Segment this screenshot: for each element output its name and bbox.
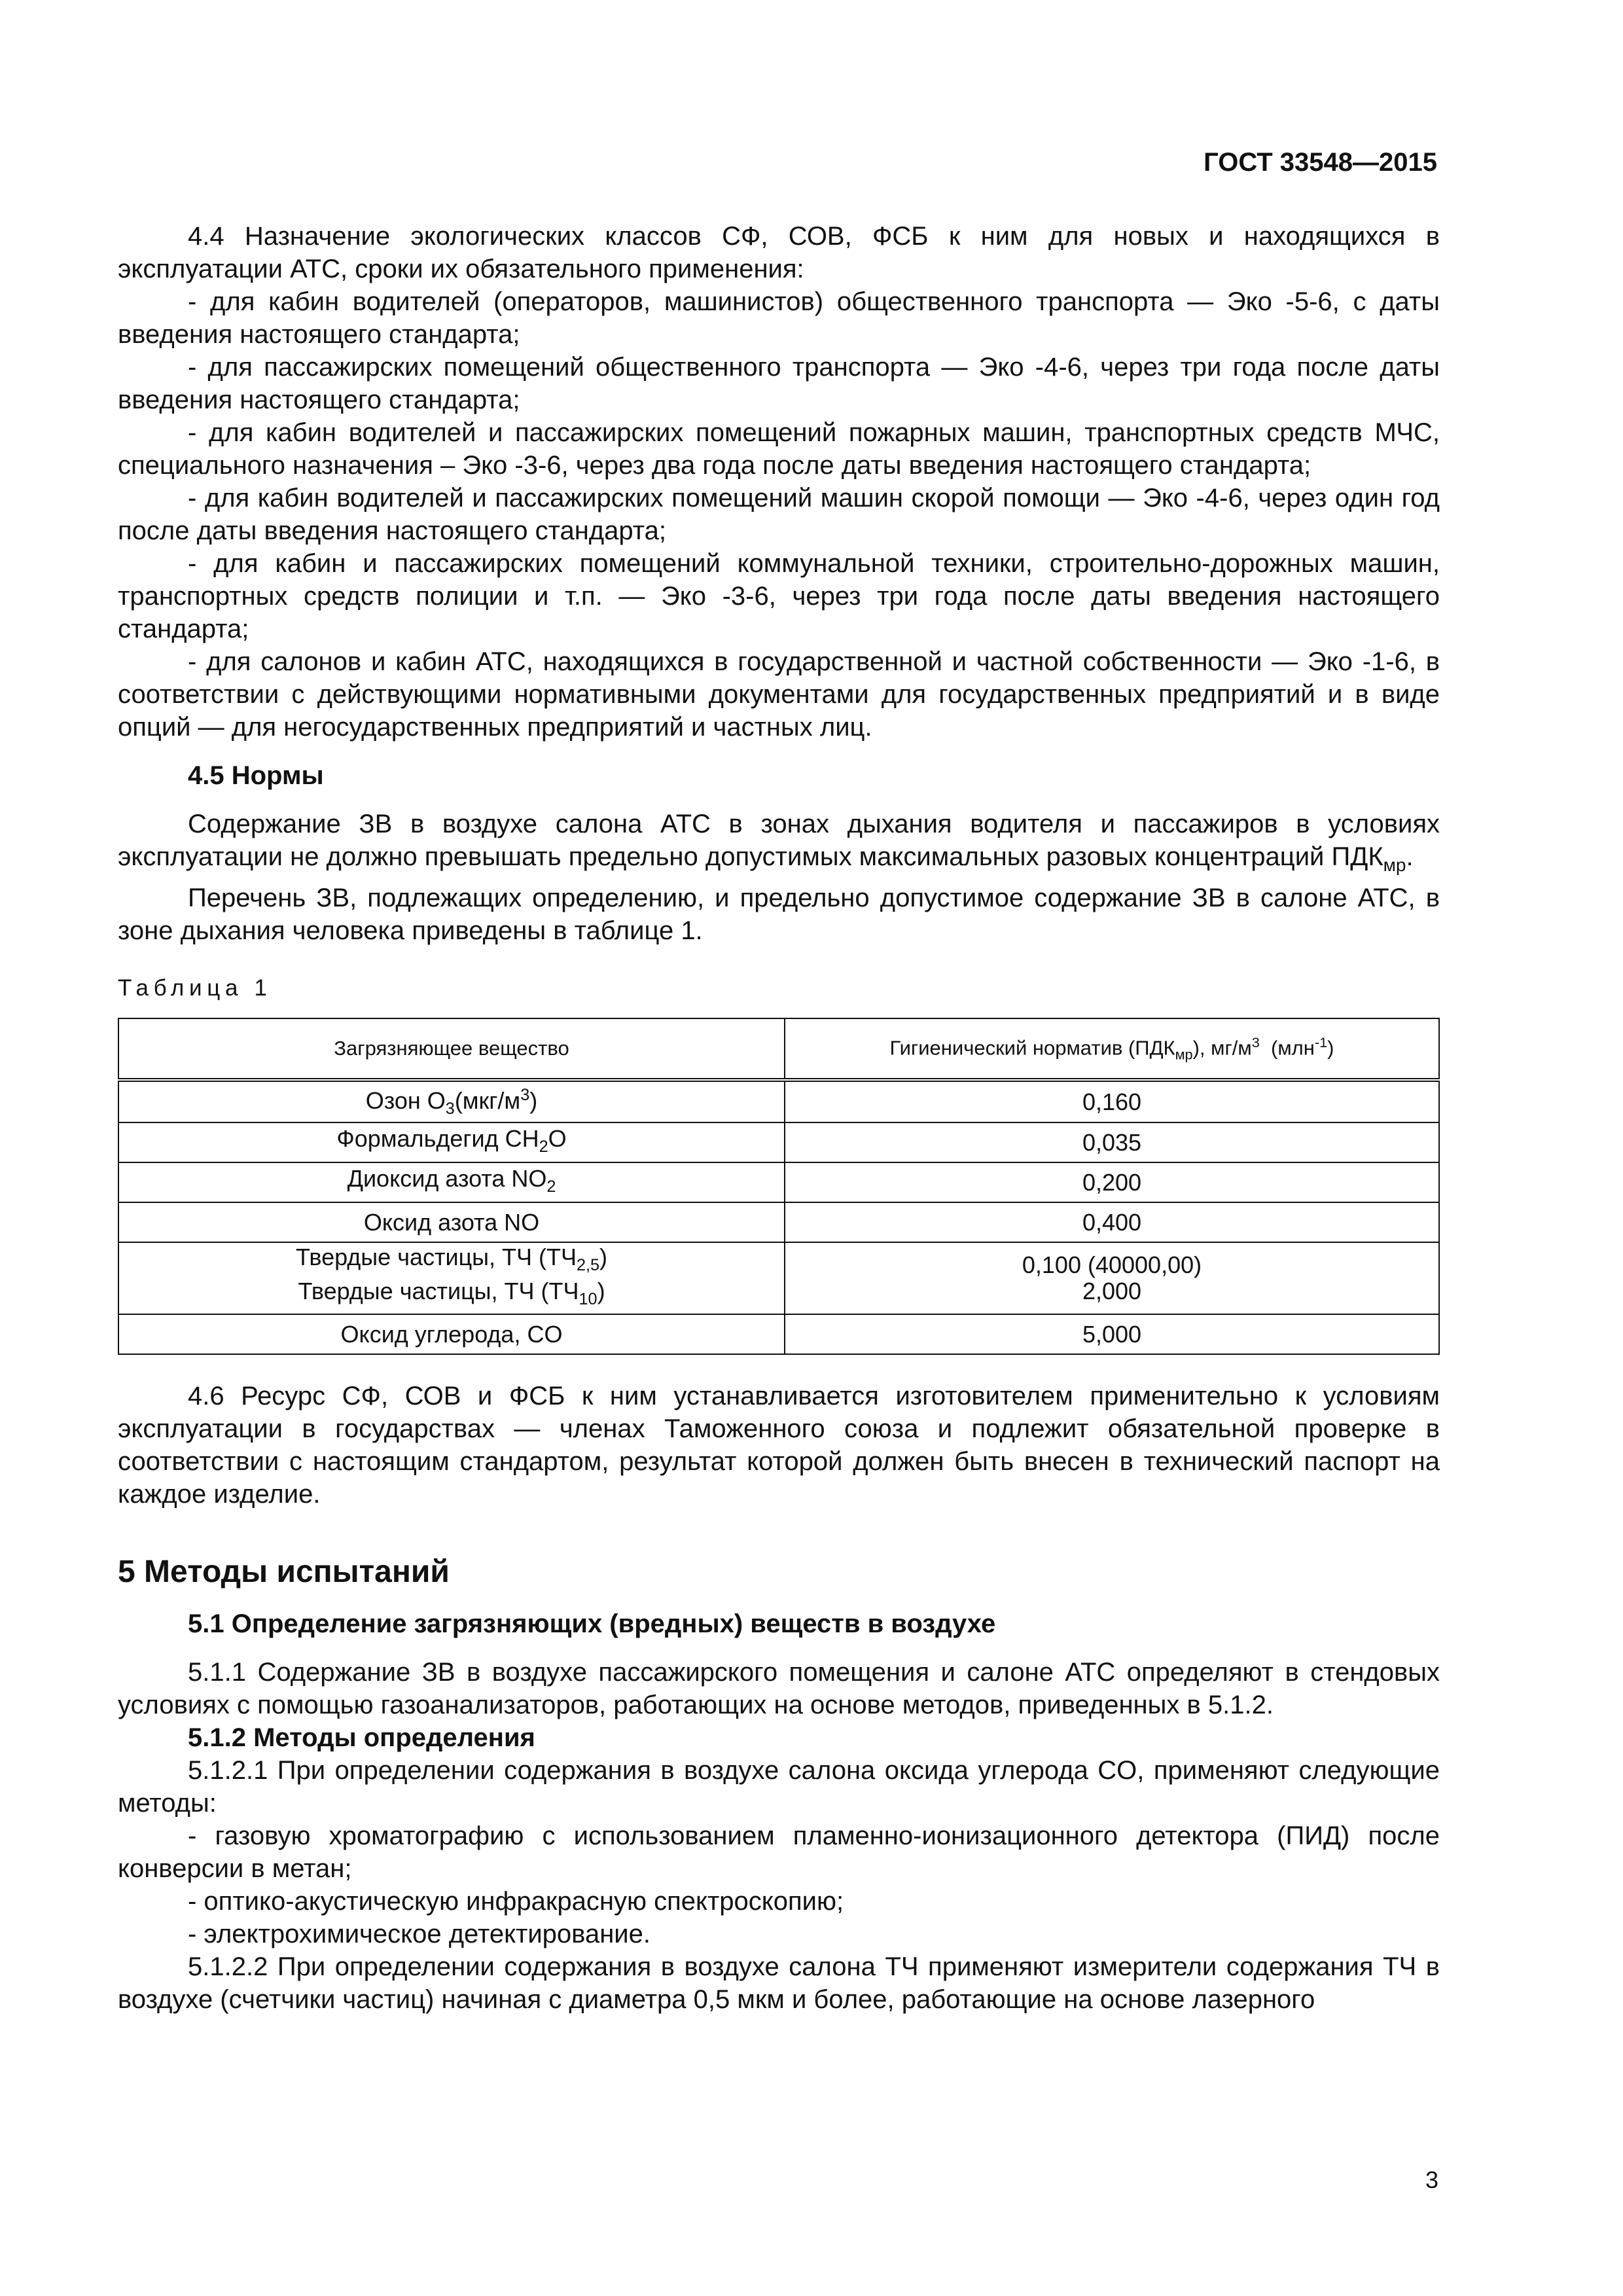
list-item: - для кабин водителей (операторов, машинистов) общественного транспорта — Эко -5-6, с даты введения настоящего стандарта; xyxy=(118,287,1440,349)
substance-cell: Твердые частицы, ТЧ $(ТЧ_{2,5})$ Твердые частицы, ТЧ $(ТЧ_{10})$ xyxy=(118,1242,785,1314)
section-4-5-paragraph-1: Содержание ЗВ в воздухе салона АТС в зонах дыхания водителя и пассажиров в условиях эксплуатации не должно превышать предельно допустимых максимальных разовых концентраций $ПДК_{мр}$. xyxy=(118,810,1440,875)
list-item: - газовую хроматографию с использованием пламенно-ионизационного детектора (ПИД) после конверсии в метан; xyxy=(118,1821,1440,1884)
table-row xyxy=(118,1314,1439,1354)
list-item: - для салонов и кабин АТС, находящихся в государственной и частной собственности — Эко -1-6, в соответствии с действующими нормативными документами для государственных предприятий и в виде опций — для негосударственных предприятий и частных лиц. xyxy=(118,647,1440,742)
substance-cell: Оксид углерода, CO xyxy=(118,1314,785,1354)
substance-cell: Оксид азота NO xyxy=(118,1202,785,1242)
section-4-6-paragraph: 4.6 Ресурс СФ, СОВ и ФСБ к ним устанавливается изготовителем применительно к условиям эксплуатации в государствах — членах Таможенного союза и подлежит обязательной проверке в соответствии с настоящим стандартом, результат которой должен быть внесен в технический паспорт на каждое изделие. xyxy=(118,1382,1440,1509)
norm-value-cell: 0,035 xyxy=(785,1122,1439,1162)
norm-value-cell: 0,200 xyxy=(785,1162,1439,1202)
table-row xyxy=(118,1242,1439,1314)
list-item: - для кабин водителей и пассажирских помещений пожарных машин, транспортных средств МЧС, специального назначения – Эко -3-6, через два года после даты введения настоящего стандарта; xyxy=(118,418,1440,480)
list-item: - для кабин и пассажирских помещений коммунальной техники, строительно-дорожных машин, транспортных средств полиции и т.п. — Эко -3-6, через три года после даты введения настоящего стандарта; xyxy=(118,549,1440,643)
norm-value-cell: 0,400 xyxy=(785,1202,1439,1242)
norm-value-cell: 5,000 xyxy=(785,1314,1439,1354)
list-item: - для пассажирских помещений общественного транспорта — Эко -4-6, через три года после даты введения настоящего стандарта; xyxy=(118,353,1440,414)
section-5-1-heading: 5.1 Определение загрязняющих (вредных) веществ в воздухе xyxy=(188,1609,996,1639)
section-4-4-intro: 4.4 Назначение экологических классов СФ, СОВ, ФСБ к ним для новых и находящихся в эксплуатации АТС, сроки их обязательного применения: xyxy=(118,222,1440,283)
table-caption: Таблица 1 xyxy=(118,975,272,1001)
norm-value-cell: 0,160 xyxy=(785,1080,1439,1122)
norms-table xyxy=(118,1018,1440,1355)
column-header-norm: Гигиенический норматив $(ПДК_{мр})$, $мг/м^3$ (млн$^{-1}$) xyxy=(785,1018,1439,1080)
table-row xyxy=(118,1202,1439,1242)
table-header-row xyxy=(118,1018,1439,1080)
section-4-5-paragraph-2: Перечень ЗВ, подлежащих определению, и предельно допустимое содержание ЗВ в салоне АТС, в зоне дыхания человека приведены в таблице 1. xyxy=(118,884,1440,945)
document-code: ГОСТ 33548—2015 xyxy=(1204,148,1437,177)
norm-value-cell: 0,100 (40000,00) 2,000 xyxy=(785,1242,1439,1314)
section-5-heading: 5 Методы испытаний xyxy=(118,1554,450,1590)
table-row xyxy=(118,1080,1439,1122)
substance-cell: Формальдегид $CH_2O$ xyxy=(118,1122,785,1162)
page-number: 3 xyxy=(1425,2166,1438,2193)
column-header-substance: Загрязняющее вещество xyxy=(118,1018,785,1080)
list-item: - для кабин водителей и пассажирских помещений машин скорой помощи — Эко -4-6, через один год после даты введения настоящего стандарта; xyxy=(118,484,1440,545)
table-row xyxy=(118,1122,1439,1162)
list-item: - оптико-акустическую инфракрасную спектроскопию; xyxy=(188,1887,844,1916)
table-row xyxy=(118,1162,1439,1202)
substance-cell: Диоксид азота $NO_2$ xyxy=(118,1162,785,1202)
page-content xyxy=(118,220,1440,2016)
section-5-1-2-1-paragraph: 5.1.2.1 При определении содержания в воздухе салона оксида углерода CO, применяют следующие методы: xyxy=(118,1756,1440,1818)
section-4-5-heading: 4.5 Нормы xyxy=(188,761,324,790)
section-5-1-2-2-paragraph: 5.1.2.2 При определении содержания в воздухе салона ТЧ применяют измерители содержания ТЧ в воздухе (счетчики частиц) начиная с диаметра 0,5 мкм и более, работающие на основе лазерного xyxy=(118,1952,1440,2015)
section-5-1-1-paragraph: 5.1.1 Содержание ЗВ в воздухе пассажирского помещения и салоне АТС определяют в стендовых условиях с помощью газоанализаторов, работающих на основе методов, приведенных в 5.1.2. xyxy=(118,1658,1440,1720)
substance-cell: Озон $O_3(мкг/м^3)$ xyxy=(118,1080,785,1122)
list-item: - электрохимическое детектирование. xyxy=(188,1920,651,1949)
section-5-1-2-heading: 5.1.2 Методы определения xyxy=(188,1723,535,1753)
